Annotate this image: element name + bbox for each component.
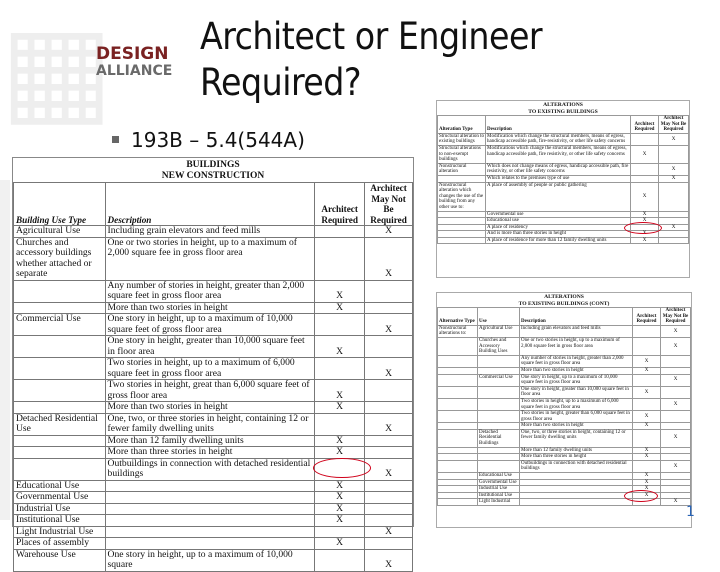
background-watermark: ▦	[0, 0, 108, 139]
table-cell: Two stories in height, up to a maximum of 6,000 square feet in gross floor area	[105, 358, 315, 380]
table-cell: Two stories in height, great than 6,000 square feet of gross floor area	[105, 380, 315, 402]
table-cell	[365, 280, 413, 302]
table-row	[14, 280, 413, 302]
table-row	[14, 492, 413, 504]
table-cell	[631, 175, 659, 182]
table-cell: X	[365, 237, 413, 280]
table-cell: X	[661, 374, 691, 386]
table-cell: X	[633, 486, 661, 493]
table-cell: One story in height, up to a maximum of 10,000 square	[105, 549, 315, 571]
table-row	[14, 402, 413, 414]
header-alteration-type: Alteration Type	[438, 116, 486, 134]
table-cell	[14, 302, 106, 314]
table-cell	[520, 486, 633, 493]
table-cell	[478, 454, 520, 461]
highlight-ellipse-alterations-governmental	[624, 222, 662, 234]
table-cell: Educational Use	[478, 473, 520, 480]
table-cell: Detached Residential Use	[14, 413, 106, 435]
table-cell: Structural alteration to existing buildings	[439, 133, 484, 145]
table-cell: Light Industrial	[478, 499, 520, 506]
table-row	[438, 411, 691, 423]
table-cell: X	[315, 492, 365, 504]
table-cell	[438, 429, 478, 447]
table-cell	[315, 549, 365, 571]
table-row	[14, 480, 413, 492]
table-cell	[478, 411, 520, 423]
table-row	[438, 374, 691, 386]
header-architect-not-required: Architect May Not Be Required	[659, 116, 689, 134]
table-cell	[438, 411, 478, 423]
table-cell: Structural alterations to non-exempt buildings	[438, 145, 486, 163]
caption-line2: TO EXISTING BUILDINGS (CONT)	[518, 300, 610, 307]
table-cell: X	[633, 367, 661, 374]
table-cell	[520, 473, 633, 480]
caption-line2: TO EXISTING BUILDINGS	[528, 108, 598, 115]
table-cell	[365, 380, 413, 402]
table	[437, 307, 691, 506]
table-cell	[659, 182, 689, 211]
table-row	[438, 447, 691, 454]
table-cell: Light Industrial Use	[14, 526, 106, 538]
table-cell	[438, 237, 486, 244]
table-row	[14, 358, 413, 380]
table-row	[14, 447, 413, 459]
table-cell: X	[659, 175, 689, 182]
table-cell: Educational Use	[14, 480, 106, 492]
table-cell	[633, 398, 661, 410]
table-cell: Which relates to the premises type of use	[486, 175, 631, 182]
table-cell	[438, 386, 478, 398]
table-row	[438, 386, 691, 398]
table-cell	[438, 175, 486, 182]
table-cell: X	[315, 515, 365, 527]
table-cell: Two stories in height, greater than 6,000 square feet in gross floor area	[520, 411, 633, 423]
table-cell	[661, 355, 691, 367]
table-row	[438, 429, 691, 447]
header-description: Description	[486, 116, 631, 134]
header-alternative-type: Alternative Type	[438, 308, 478, 326]
table-cell: Including grain elevators and feed mills	[105, 226, 315, 238]
table-cell	[365, 336, 413, 358]
table-cell	[315, 526, 365, 538]
table-cell	[661, 447, 691, 454]
table-row	[438, 145, 689, 163]
table-cell: X	[633, 423, 661, 430]
table-cell: Nonstructural alterations to:	[438, 325, 478, 337]
table-row	[438, 367, 691, 374]
table-cell	[438, 479, 478, 486]
header-architect-not-required: Architect May Not Be Required	[365, 183, 413, 226]
table-cell: More than three stories in height	[520, 454, 633, 461]
table-row	[438, 337, 691, 355]
table-cell	[438, 231, 486, 238]
table-cell: X	[365, 358, 413, 380]
table-cell: X	[365, 526, 413, 538]
table-cell	[438, 211, 486, 218]
caption-line1: BUILDINGS	[186, 160, 240, 170]
table-cell	[661, 423, 691, 430]
table-cell: X	[315, 280, 365, 302]
table-cell	[478, 355, 520, 367]
table-cell	[438, 398, 478, 410]
highlight-ellipse-cont-governmental	[624, 490, 658, 502]
table-cell	[365, 538, 413, 550]
table-cell: X	[365, 458, 413, 480]
table-cell: One or two stories in height, up to a maximum of 2,000 square feet in gross floor area	[520, 337, 633, 355]
slide-title-line2: Required?	[200, 61, 362, 104]
table-cell: Industrial Use	[478, 486, 520, 493]
table-cell	[438, 492, 478, 499]
alterations-table	[436, 100, 690, 278]
table-cell: More than two stories in height	[520, 367, 633, 374]
table-cell	[438, 447, 478, 454]
header-architect-required: Architect Required	[631, 116, 659, 134]
table-cell	[315, 358, 365, 380]
table-cell	[105, 538, 315, 550]
header-building-use-type: Building Use Type	[14, 183, 106, 226]
table-cell: Two stories in height, up to a maximum of 6,000 square feet in gross floor area	[520, 398, 633, 410]
header-use: Use	[478, 308, 520, 326]
table-cell	[661, 386, 691, 398]
table-cell	[661, 411, 691, 423]
table-cell	[365, 492, 413, 504]
bullet-item	[112, 128, 305, 152]
table-cell: Outbuildings in connection with detached residential buildings	[520, 460, 633, 472]
table-cell: X	[633, 492, 661, 499]
table-row	[438, 163, 689, 175]
table-cell: More than two stories in height	[105, 302, 315, 314]
table-cell	[659, 218, 689, 225]
table-cell: More than three stories in height	[105, 447, 315, 459]
table-cell	[661, 473, 691, 480]
table-row	[14, 515, 413, 527]
table-cell	[105, 480, 315, 492]
table-cell: Modifications which change the structural members, means of egress, handicap accessible path, fire resistivity, or other life safety concerns	[486, 145, 631, 163]
table-cell: Governmental Use	[14, 492, 106, 504]
table-cell: Including grain elevators and feed mills	[520, 325, 633, 337]
table-row	[438, 211, 689, 218]
table-row	[438, 237, 689, 244]
table-cell: More than 12 family dwelling units	[105, 435, 315, 447]
table-cell: More than two stories in height	[520, 423, 633, 430]
table-cell	[631, 163, 659, 175]
table-cell	[661, 454, 691, 461]
table-row	[14, 226, 413, 238]
table-cell	[478, 447, 520, 454]
slide-title-line1: Architect or Engineer	[200, 15, 543, 58]
table-cell	[105, 515, 315, 527]
table-cell	[438, 473, 478, 480]
table-cell: Any number of stories in height, greater than 2,000 square feet in gross floor area	[520, 355, 633, 367]
table-row	[438, 325, 691, 337]
logo-line2: ALLIANCE	[96, 63, 173, 79]
table-cell: X	[315, 402, 365, 414]
table-cell: X	[661, 499, 691, 506]
table-cell	[105, 503, 315, 515]
table-cell	[438, 454, 478, 461]
table-cell	[633, 429, 661, 447]
table-cell: X	[315, 336, 365, 358]
table-cell	[365, 447, 413, 459]
table-header-row	[14, 183, 413, 226]
square-bullet-icon	[112, 136, 119, 143]
table-cell	[520, 499, 633, 506]
table-cell: X	[315, 435, 365, 447]
table-cell: X	[659, 133, 689, 145]
table-cell: X	[633, 447, 661, 454]
table-cell: More than two stories in height	[105, 402, 315, 414]
table-cell: More than 12 family dwelling units	[520, 447, 633, 454]
table-cell: Modification which change the structural members, means of egress, handicap accessible path, fire-resistivity, or other life safety concerns	[486, 133, 631, 145]
table-cell: X	[633, 411, 661, 423]
table-cell: X	[661, 337, 691, 355]
table-cell: Nonstructural alteration	[438, 163, 486, 175]
table-cell	[14, 435, 106, 447]
table-cell	[659, 211, 689, 218]
table-cell	[661, 479, 691, 486]
table-cell	[315, 314, 365, 336]
table-cell: Agricultural Use	[478, 325, 520, 337]
table-cell: A place of residency	[486, 224, 631, 231]
table-cell: One or two stories in height, up to a maximum of 2,000 square fee in gross floor area	[105, 237, 315, 280]
table-cell	[14, 458, 106, 480]
table-cell: Churches and accessory buildings whether attached or separate	[14, 237, 106, 280]
table-cell: A place of residence for more than 12 family dwelling units	[486, 237, 631, 244]
table-cell	[661, 492, 691, 499]
table-cell: Commercial Use	[478, 374, 520, 386]
table-cell: One story in height, up to a maximum of 10,000 square feet of gross floor area	[105, 314, 315, 336]
header-architect-required: Architect Required	[315, 183, 365, 226]
table-cell: X	[633, 454, 661, 461]
table-cell	[14, 280, 106, 302]
table-cell: X	[631, 237, 659, 244]
table-cell	[633, 460, 661, 472]
table-cell: Educational use	[486, 218, 631, 225]
table-cell: X	[631, 145, 659, 163]
page-number: 1	[686, 504, 695, 520]
table-cell	[365, 402, 413, 414]
table-cell	[478, 460, 520, 472]
table-caption	[437, 293, 691, 307]
table-cell: X	[631, 182, 659, 211]
table-row	[14, 549, 413, 571]
table-row	[438, 423, 691, 430]
table-cell	[365, 302, 413, 314]
table-cell	[438, 367, 478, 374]
table-cell: X	[315, 380, 365, 402]
table-cell: Agricultural Use	[14, 226, 106, 238]
table-cell	[438, 499, 478, 506]
table-cell: One, two, or three stories in height, containing 12 or fewer family dwelling units	[520, 429, 633, 447]
table-cell: A place of assembly of people or public gathering	[486, 182, 631, 211]
table-cell	[14, 358, 106, 380]
table-cell	[520, 479, 633, 486]
bullet-text: 193B – 5.4(544A)	[131, 128, 305, 152]
table-cell: X	[661, 460, 691, 472]
table-cell: X	[633, 473, 661, 480]
design-alliance-logo	[96, 44, 173, 79]
table-cell: X	[315, 447, 365, 459]
caption-line1: ALTERATIONS	[544, 294, 584, 300]
table-caption	[13, 158, 413, 182]
header-description: Description	[520, 308, 633, 326]
table-cell	[14, 447, 106, 459]
table-row	[438, 473, 691, 480]
table-cell: X	[659, 224, 689, 231]
table-cell	[478, 386, 520, 398]
table-cell	[659, 231, 689, 238]
table-cell: One, two, or three stories in height, containing 12 or fewer family dwelling units	[105, 413, 315, 435]
table-cell	[478, 398, 520, 410]
table-cell	[315, 226, 365, 238]
table-row	[14, 503, 413, 515]
table-cell: One story in height, greater than 10,000 square feet in floor area	[520, 386, 633, 398]
header-description: Description	[105, 183, 315, 226]
logo-line1: DESIGN	[96, 44, 169, 64]
table-cell: X	[659, 163, 689, 175]
table-row	[14, 526, 413, 538]
table-cell	[365, 503, 413, 515]
table-cell: Industrial Use	[14, 503, 106, 515]
table-cell	[438, 224, 486, 231]
table-cell: X	[315, 302, 365, 314]
table-cell	[14, 380, 106, 402]
caption-line2: NEW CONSTRUCTION	[161, 171, 265, 181]
table-row	[438, 182, 689, 211]
table-row	[438, 355, 691, 367]
table-cell	[438, 486, 478, 493]
table-cell	[659, 237, 689, 244]
table-cell	[105, 526, 315, 538]
table-cell	[438, 218, 486, 225]
table-cell	[315, 413, 365, 435]
table-cell: Warehouse Use	[14, 549, 106, 571]
table-cell	[478, 367, 520, 374]
table-cell: X	[633, 386, 661, 398]
table-cell: Nonstructural alteration which changes the use of the building from any other use to:	[438, 182, 486, 211]
table-cell: Commercial Use	[14, 314, 106, 336]
table-cell: Detached Residential Buildings	[478, 429, 520, 447]
table-cell: X	[661, 398, 691, 410]
header-architect-required: Architect Required	[633, 308, 661, 326]
table-cell	[438, 374, 478, 386]
table-cell: X	[315, 538, 365, 550]
table-cell: Places of assembly	[14, 538, 106, 550]
table-row	[438, 454, 691, 461]
table-cell: Which does not change means of egress, handicap accessible path, fire resistivity, or other life safety concerns	[486, 163, 631, 175]
table-cell: X	[631, 211, 659, 218]
table-cell	[438, 355, 478, 367]
table-cell: X	[633, 355, 661, 367]
table-cell: X	[631, 218, 659, 225]
table-row	[438, 398, 691, 410]
table-cell	[661, 486, 691, 493]
table-row	[14, 435, 413, 447]
table-header-row	[438, 308, 691, 326]
table-cell: X	[365, 549, 413, 571]
caption-line1: ALTERATIONS	[543, 102, 583, 108]
table-cell	[438, 423, 478, 430]
table-row	[438, 479, 691, 486]
table-cell: Outbuildings in connection with detached residential buildings	[105, 458, 315, 480]
table-cell	[438, 337, 478, 355]
table-cell	[478, 423, 520, 430]
background-watermark-bar	[0, 180, 10, 520]
table-cell: Institutional Use	[14, 515, 106, 527]
table-cell: X	[315, 503, 365, 515]
table-cell	[659, 145, 689, 163]
table-cell	[365, 515, 413, 527]
table-cell: Churches and Accessory Building Uses	[478, 337, 520, 355]
table-row	[14, 302, 413, 314]
table-cell: One story in height, up to a maximum of 10,000 square feet in gross floor area	[520, 374, 633, 386]
table	[13, 182, 413, 572]
table-cell	[365, 435, 413, 447]
table-cell: X	[365, 314, 413, 336]
header-architect-not-required: Architect May Not Be Required	[661, 308, 691, 326]
table-cell	[315, 237, 365, 280]
table-cell: One story in height, greater than 10,000 square feet in floor area	[105, 336, 315, 358]
table-cell	[631, 133, 659, 145]
table-cell: Any number of stories in height, greater than 2,000 square feet in gross floor area	[105, 280, 315, 302]
table-row	[14, 314, 413, 336]
table-cell: X	[661, 429, 691, 447]
table-cell	[633, 337, 661, 355]
table-cell: Institutional Use	[478, 492, 520, 499]
table-row	[14, 413, 413, 435]
table-cell	[365, 480, 413, 492]
table-cell	[661, 367, 691, 374]
table-cell	[105, 492, 315, 504]
table-cell: And is more than three stories in height	[486, 231, 631, 238]
table-header-row	[438, 116, 689, 134]
table-caption	[437, 101, 689, 115]
table-row	[14, 237, 413, 280]
table-cell: Governmental Use	[478, 479, 520, 486]
table-cell: X	[633, 479, 661, 486]
table-cell: X	[631, 231, 659, 238]
highlight-ellipse-governmental-use	[313, 458, 371, 478]
table-cell	[438, 460, 478, 472]
table-cell: X	[315, 480, 365, 492]
table-row	[14, 380, 413, 402]
slide-title	[200, 14, 620, 106]
table-row	[14, 336, 413, 358]
table-cell	[633, 325, 661, 337]
table-cell: Governmental use	[486, 211, 631, 218]
table-cell	[633, 374, 661, 386]
table-cell	[520, 492, 633, 499]
table-row	[14, 538, 413, 550]
table-row	[438, 460, 691, 472]
table-cell	[14, 402, 106, 414]
table-cell: X	[365, 413, 413, 435]
table-cell: X	[365, 226, 413, 238]
table-cell: X	[661, 325, 691, 337]
table-row	[438, 133, 689, 145]
table-cell	[14, 336, 106, 358]
table-row	[438, 175, 689, 182]
